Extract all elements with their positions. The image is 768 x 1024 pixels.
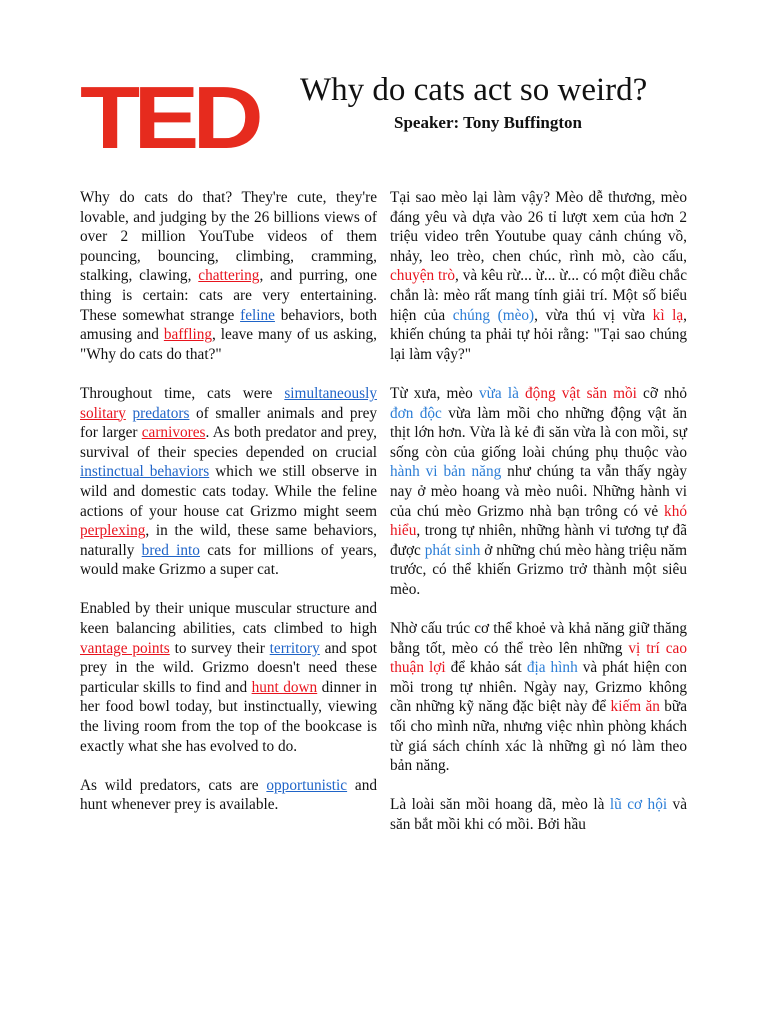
highlighted-term: vừa là	[478, 384, 519, 402]
highlighted-term: feline	[240, 306, 275, 324]
highlighted-term: bred into	[141, 541, 200, 559]
highlighted-term: simultaneously	[284, 384, 377, 402]
text-segment: As wild predators, cats are	[80, 776, 267, 794]
text-segment: and hunt whenever prey is available.	[80, 776, 377, 814]
english-paragraph-1	[80, 188, 377, 364]
highlighted-term: perplexing	[80, 522, 146, 540]
text-segment	[126, 405, 133, 422]
highlighted-term: instinctual behaviors	[80, 463, 210, 481]
highlighted-term: chúng (mèo)	[452, 306, 535, 324]
highlighted-term: chuyện trò	[390, 267, 456, 285]
highlighted-term: đơn độc	[390, 404, 442, 422]
text-segment: Là loài săn mồi hoang dã, mèo là	[390, 796, 610, 814]
vietnamese-paragraph-4	[390, 795, 687, 834]
text-segment: of smaller animals and prey for larger	[80, 404, 378, 442]
vietnamese-paragraph-2	[390, 384, 687, 600]
highlighted-term: phát sinh	[424, 541, 481, 559]
text-segment: Từ xưa, mèo	[390, 384, 479, 402]
highlighted-term: kiếm ăn	[610, 698, 660, 716]
text-segment: , và kêu rừ... ừ... ừ... có một điều chắc chắn là: mèo rất mang tính giải trí. Một số biểu hiện của	[390, 267, 687, 324]
english-paragraph-2	[80, 384, 377, 580]
text-segment: để khảo sát	[445, 659, 527, 677]
highlighted-term: động vật săn mồi	[525, 384, 637, 402]
highlighted-term: vị trí cao thuận lợi	[390, 639, 687, 677]
text-segment: Nhờ cấu trúc cơ thể khoẻ và khả năng giữ thăng bằng tốt, mèo có thể trèo lên những	[390, 620, 687, 657]
text-segment: which we still observe in wild and domestic cats today. While the feline actions of your house cat Grizmo might seem	[80, 463, 378, 520]
highlighted-term: opportunistic	[266, 776, 348, 794]
highlighted-term: vantage points	[80, 639, 170, 657]
text-segment: , trong tự nhiên, những hành vi tương tự đã được	[390, 522, 687, 559]
text-segment: and spot prey in the wild. Grizmo doesn't need these particular skills to find and	[80, 639, 377, 696]
english-paragraph-4	[80, 776, 377, 815]
english-paragraph-3	[80, 599, 377, 756]
text-segment: vừa làm mồi cho những động vật ăn thịt lớn hơn. Vừa là kẻ đi săn vừa là con mồi, sự sống còn của giống loài chúng phụ thuộc vào	[390, 404, 688, 461]
highlighted-term: địa hình	[526, 659, 578, 677]
highlighted-term: hành vi bản năng	[390, 463, 502, 481]
text-segment: behaviors, both amusing and	[80, 306, 377, 344]
text-segment: Why do cats do that? They're cute, they're lovable, and judging by the 26 billions views of over 2 million YouTube videos of them pouncing, bouncing, climbing, cramming, stalking, clawing,	[80, 189, 377, 285]
highlighted-term: predators	[132, 404, 190, 422]
text-segment: to survey their	[169, 639, 270, 657]
text-segment: , in the wild, these same behaviors, naturally	[80, 522, 377, 559]
text-segment: và săn bắt mồi khi có mồi. Bởi hầu	[390, 796, 687, 833]
text-segment: cats for millions of years, would make Grizmo a super cat.	[80, 541, 378, 579]
text-segment: , and purring, one thing is certain: cats are very entertaining. These somewhat strange	[80, 267, 377, 324]
text-segment: ở những chú mèo hàng triệu năm trước, có thể khiến Grizmo trở thành một siêu mèo.	[390, 541, 687, 598]
highlighted-term: carnivores	[141, 424, 206, 442]
text-segment: . As both predator and prey, survival of their species depended on crucial	[80, 424, 378, 461]
vietnamese-column	[390, 188, 687, 854]
highlighted-term: hunt down	[251, 678, 318, 696]
text-segment: như chúng ta vẫn thấy ngày nay ở mèo hoang và mèo nuôi. Những hành vi của chú mèo Grizmo nhà bạn trông có vẻ	[390, 463, 687, 520]
english-column	[80, 188, 377, 835]
text-segment: bữa tối cho mình nữa, nhưng việc nhìn phòng khách từ giá sách chính xác là những gì nó làm theo bản năng.	[390, 698, 687, 775]
text-segment: Tại sao mèo lại làm vậy? Mèo dễ thương, mèo đáng yêu và dựa vào 26 tỉ lượt xem của hơn 2 triệu video trên Youtube quay cảnh chúng vồ, nhảy, leo trèo, chen chúc, rình mò, cào cấu,	[390, 189, 687, 265]
text-segment: và phát hiện con mồi trong tự nhiên. Ngày nay, Grizmo không cần những kỹ năng đặc biệt này để	[390, 659, 687, 716]
vietnamese-paragraph-3	[390, 619, 687, 776]
text-segment: , khiến chúng ta phải tự hỏi rằng: "Tại sao chúng lại làm vậy?"	[390, 306, 687, 363]
highlighted-term: territory	[269, 639, 320, 657]
text-segment: dinner in her food bowl today, but instinctually, viewing the living room from the top of the bookcase is exactly what she has evolved to do.	[80, 678, 378, 755]
highlighted-term: khó hiểu	[390, 502, 687, 540]
highlighted-term: lũ cơ hội	[609, 796, 668, 814]
speaker-line: Speaker: Tony Buffington	[394, 113, 582, 132]
text-segment: , vừa thú vị vừa	[534, 306, 653, 324]
highlighted-term: baffling	[163, 326, 212, 344]
highlighted-term: chattering	[198, 267, 260, 285]
text-segment: cỡ nhỏ	[636, 384, 688, 402]
page-title: Why do cats act so weird?	[300, 72, 648, 108]
vietnamese-paragraph-1	[390, 188, 687, 364]
highlighted-term: kì lạ	[652, 306, 684, 324]
text-segment: , leave many of us asking, "Why do cats do that?"	[80, 326, 377, 363]
highlighted-term: solitary	[80, 404, 126, 422]
text-segment: Throughout time, cats were	[80, 384, 285, 402]
ted-logo: TED	[80, 68, 257, 167]
text-segment: Enabled by their unique muscular structure and keen balancing abilities, cats climbed to high	[80, 600, 377, 638]
